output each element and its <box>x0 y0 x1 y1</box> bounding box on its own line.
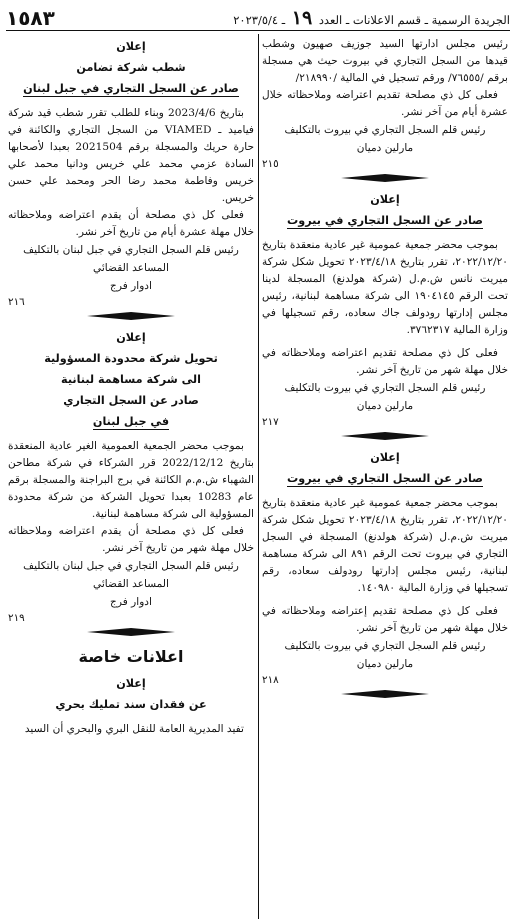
notice-signer: رئيس قلم السجل التجاري في بيروت بالتكليف <box>284 640 486 652</box>
notice-objection: فعلى كل ذي مصلحة تقديم إعتراضه وملاحظاته في خلال مهلة شهر من تاريخ آخر نشر. <box>262 605 508 634</box>
notice-title: صادر عن السجل التجاري <box>63 394 199 407</box>
notice-number: ٢١٥ <box>262 158 279 170</box>
separator-ornament <box>341 431 429 441</box>
issue-number: ١٩ <box>291 7 313 29</box>
notice-subject: تحويل شركة محدودة المسؤولية <box>44 352 218 365</box>
notice-signer: رئيس قلم السجل التجاري في جبل لبنان بالتكليف <box>23 244 239 256</box>
notice-number: ٢١٩ <box>8 612 25 624</box>
notice-signer: رئيس قلم السجل التجاري في بيروت بالتكليف <box>284 382 486 394</box>
separator-ornament <box>87 627 175 637</box>
notice-signer: رئيس قلم السجل التجاري في جبل لبنان بالتكليف <box>23 560 239 572</box>
notice-label: إعلان <box>370 451 400 464</box>
notice-objection: فعلى كل ذي مصلحة أن يقدم اعتراضه وملاحظاته خلال مهلة عشرة أيام من تاريخ آخر نشر. <box>8 209 254 238</box>
notice-signer-name: مارلين دميان <box>356 400 414 412</box>
journal-name: الجريدة الرسمية ـ قسم الاعلانات ـ العدد <box>318 13 510 27</box>
notice-label: إعلان <box>116 331 146 344</box>
notice-title: في جبل لبنان <box>92 415 170 428</box>
separator-ornament <box>341 173 429 183</box>
notice-label: إعلان <box>116 40 146 53</box>
notice-assistant: المساعد القضائي <box>93 262 169 274</box>
notice-objection: فعلى كل ذي مصلحة تقديم اعتراضه وملاحظاته في خلال مهلة شهر من تاريخ آخر نشر. <box>262 347 508 376</box>
notice-signer-name: مارلين دميان <box>356 658 414 670</box>
intro-body: رئيس مجلس ادارتها السيد جوزيف صهيون وشطب قيدها من السجل التجاري في بيروت حيث هي مسجلة برقم /٧٦٥٥٥/ ورقم تسجيل في المالية /٢١٨٩٩٠/ <box>262 38 508 84</box>
notice-number: ٢١٨ <box>262 674 279 686</box>
intro-signer-name: مارلين دميان <box>356 142 414 154</box>
column-divider <box>258 34 259 919</box>
notice-body: بموجب محضر جمعية عمومية غير عادية منعقدة بتاريخ ٢٠٢٢/١٢/٢٠، تقرر بتاريخ ٢٠٢٣/٤/١٨ تحويل شكل شركة ميريت نانس ش.م.ل (شركة هولدنغ) المسجلة لدينا تحت الرقم ١٩٠٤١٤٥ الى شركة مساهمة لبنانية، رئيس مجلس إدارتها رودولف جاك سعاده، رقم تسجيلها في وزارة المالية ٣٧٦٢٣١٧. <box>262 239 508 336</box>
journal-title <box>233 7 510 29</box>
page-number: ١٥٨٣ <box>6 6 55 30</box>
notice-number: ٢١٦ <box>8 296 25 308</box>
notice-title: صادر عن السجل التجاري في بيروت <box>287 214 483 227</box>
notice-objection: فعلى كل ذي مصلحة أن يقدم اعتراضه وملاحظاته خلال مهلة شهر من تاريخ آخر نشر. <box>8 525 254 554</box>
notice-assistant: المساعد القضائي <box>93 578 169 590</box>
notice-body: بتاريخ 2023/4/6 وبناء للطلب تقرر شطب قيد شركة فياميد ـ VIAMED من السجل التجاري والكائنة في حارة حريك والمسجلة برقم 2021504 بعبدا لأصحابها السادة عزمي محمد علي خريس ودانيا محمد علي خريس وفاطمة محمد رضا الحر ومحمد علي حسن خريس. <box>8 107 254 204</box>
intro-objection: فعلى كل ذي مصلحة تقديم اعتراضه وملاحظاته خلال عشرة أيام من آخر نشر. <box>262 89 508 118</box>
notice-body: تفيد المديرية العامة للنقل البري والبحري أن السيد <box>24 723 244 735</box>
notice-number: ٢١٧ <box>262 416 279 428</box>
notice-title: صادر عن السجل التجاري في بيروت <box>287 472 483 485</box>
intro-signer: رئيس قلم السجل التجاري في بيروت بالتكليف <box>284 124 486 136</box>
separator-ornament <box>87 311 175 321</box>
notice-label: إعلان <box>116 677 146 690</box>
notice-label: إعلان <box>370 193 400 206</box>
right-column <box>262 36 508 923</box>
notice-title: عن فقدان سند تمليك بحري <box>55 698 207 711</box>
page-header <box>6 6 510 31</box>
notice-title: صادر عن السجل التجاري في جبل لبنان <box>23 82 239 95</box>
notice-body: بموجب محضر الجمعية العمومية الغير عادية المنعقدة بتاريخ 2022/12/12 قرر الشركاء في شركة مطاحن الشهباء ش.م.م الكائنة في برج البراجنة والمسجلة برقم عام 10283 بعبدا تحويل الشركة من شركة محدودة المسؤولية الى شركة مساهمة لبنانية. <box>8 440 254 520</box>
notice-signer-name: ادوار فرج <box>110 280 152 292</box>
issue-date: ـ ٢٠٢٣/٥/٤ <box>233 13 286 27</box>
special-notices-heading: اعلانات خاصة <box>78 647 184 666</box>
notice-subject: شطب شركة تضامن <box>76 61 186 74</box>
notice-signer-name: ادوار فرج <box>110 596 152 608</box>
separator-ornament <box>341 689 429 699</box>
notice-subject: الى شركة مساهمة لبنانية <box>61 373 201 386</box>
left-column <box>8 36 254 923</box>
notice-body: بموجب محضر جمعية عمومية غير عادية منعقدة بتاريخ ٢٠٢٢/١٢/٢٠، تقرر بتاريخ ٢٠٢٣/٤/١٨ تحويل شكل شركة ميريت ش.م.ل (شركة هولدنغ) المسجلة في السجل التجاري في بيروت تحت الرقم ٨٩١ الى شركة مساهمة لبنانية، رئيس مجلس إدارتها رودولف سعاده، رقم تسجيلها في وزارة المالية ١٤٠٩٨٠. <box>262 497 508 594</box>
